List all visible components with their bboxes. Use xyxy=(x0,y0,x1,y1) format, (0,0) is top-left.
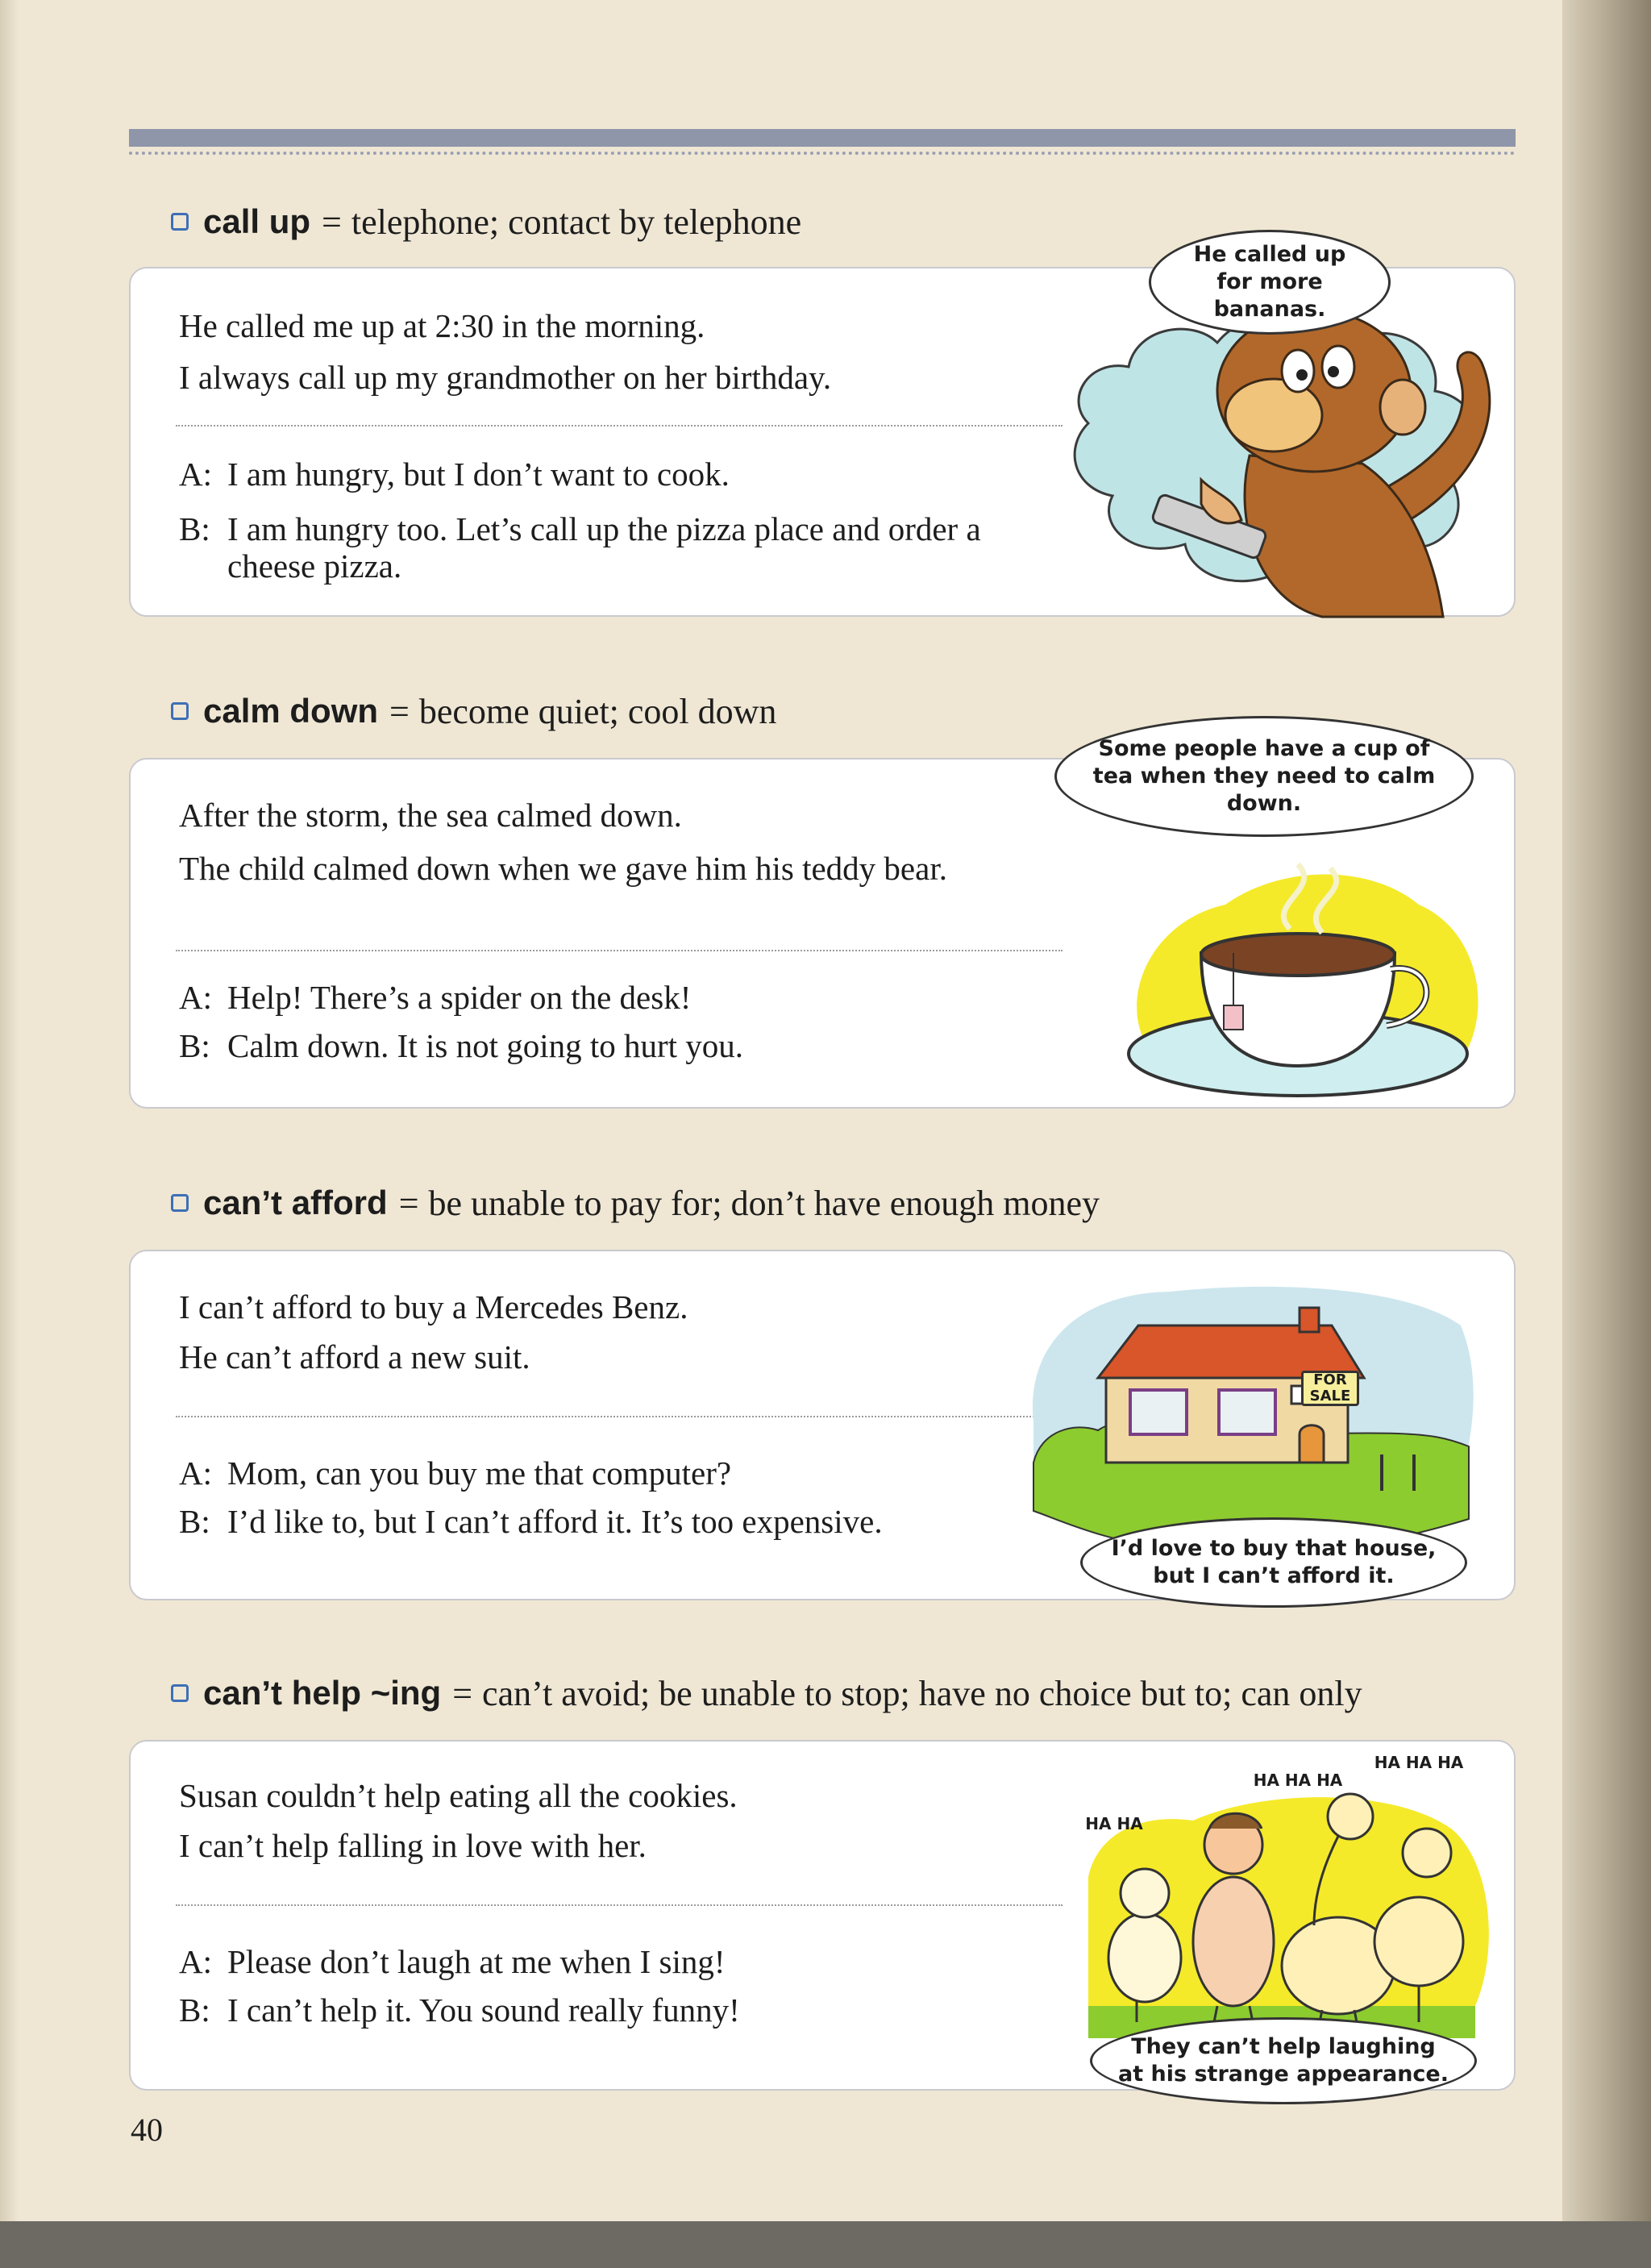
dialogue-line xyxy=(179,1454,1098,1492)
dialogue-line xyxy=(179,1027,1098,1064)
section-call-up xyxy=(129,198,1516,625)
example-sentence: He can’t afford a new suit. xyxy=(179,1338,530,1375)
dialogue-line xyxy=(179,979,1098,1016)
header-dotted-rule xyxy=(129,152,1516,155)
dotted-divider xyxy=(176,1416,1063,1417)
section-cant-afford xyxy=(129,1179,1516,1610)
entry-definition: be unable to pay for; don’t have enough money xyxy=(428,1183,1100,1223)
dotted-divider xyxy=(176,950,1063,951)
dialogue-speaker: A: xyxy=(179,456,212,493)
laugh-label: HA HA xyxy=(1085,1814,1143,1833)
dialogue-line xyxy=(179,1503,1098,1540)
dialogue-line xyxy=(179,456,1098,493)
caption-bubble: They can’t help laughing at his strange appearance. xyxy=(1090,2017,1477,2104)
equals-sign: = xyxy=(452,1673,473,1713)
dialogue-line xyxy=(179,1943,1098,1980)
dialogue-text: Calm down. It is not going to hurt you. xyxy=(227,1027,744,1064)
page-fold-right xyxy=(1562,0,1651,2268)
entry-heading xyxy=(171,1179,1461,1227)
example-sentence: After the storm, the sea calmed down. xyxy=(179,797,682,834)
tea-cup-illustration xyxy=(1096,848,1516,1114)
checkbox-icon[interactable] xyxy=(171,213,189,231)
entry-term: can’t afford xyxy=(203,1184,388,1221)
entry-definition: telephone; contact by telephone xyxy=(351,202,802,242)
dialogue-line xyxy=(179,510,1001,585)
dialogue-text: I’d like to, but I can’t afford it. It’s too expensive. xyxy=(227,1503,883,1540)
bottom-edge xyxy=(0,2221,1651,2268)
dotted-divider xyxy=(176,1904,1063,1906)
equals-sign: = xyxy=(389,691,410,731)
example-sentence: I can’t afford to buy a Mercedes Benz. xyxy=(179,1288,688,1325)
entry-term: calm down xyxy=(203,692,379,730)
dialogue-text: I can’t help it. You sound really funny! xyxy=(227,1991,740,2029)
entry-term: can’t help ~ing xyxy=(203,1674,442,1712)
equals-sign: = xyxy=(322,202,342,242)
dialogue-line xyxy=(179,1991,1098,2029)
caption-bubble: Some people have a cup of tea when they need to calm down. xyxy=(1054,716,1474,837)
dialogue-text: Help! There’s a spider on the desk! xyxy=(227,979,692,1016)
entry-definition: become quiet; cool down xyxy=(418,691,777,731)
example-sentence: I always call up my grandmother on her birthday. xyxy=(179,359,832,396)
section-cant-help-ing xyxy=(129,1669,1516,2104)
header-rule xyxy=(129,129,1516,147)
checkbox-icon[interactable] xyxy=(171,1684,189,1702)
entry-term: call up xyxy=(203,202,311,240)
example-sentence: I can’t help falling in love with her. xyxy=(179,1827,647,1864)
dialogue-speaker: B: xyxy=(179,1991,210,2029)
dialogue-speaker: A: xyxy=(179,979,212,1016)
equals-sign: = xyxy=(398,1183,419,1223)
dialogue-text: I am hungry, but I don’t want to cook. xyxy=(227,456,730,493)
dialogue-text: I am hungry too. Let’s call up the pizza place and order a cheese pizza. xyxy=(227,510,981,585)
page-edge-left xyxy=(0,0,19,2268)
laugh-label: HA HA HA xyxy=(1374,1753,1464,1772)
dialogue-text: Please don’t laugh at me when I sing! xyxy=(227,1943,726,1980)
checkbox-icon[interactable] xyxy=(171,1194,189,1212)
dotted-divider xyxy=(176,425,1063,427)
for-sale-sign: FOR SALE xyxy=(1301,1371,1359,1406)
checkbox-icon[interactable] xyxy=(171,702,189,720)
dialogue-speaker: B: xyxy=(179,510,210,547)
dialogue-text: Mom, can you buy me that computer? xyxy=(227,1454,732,1492)
entry-heading xyxy=(171,1669,1461,1717)
dialogue-speaker: A: xyxy=(179,1454,212,1492)
dialogue-speaker: A: xyxy=(179,1943,212,1980)
example-sentence: He called me up at 2:30 in the morning. xyxy=(179,307,705,344)
entry-definition: can’t avoid; be unable to stop; have no choice but to; can only xyxy=(482,1673,1362,1713)
page-number: 40 xyxy=(131,2112,163,2148)
example-sentence: Susan couldn’t help eating all the cookies. xyxy=(179,1777,738,1814)
example-sentence: The child calmed down when we gave him his teddy bear. xyxy=(179,850,947,887)
caption-bubble: He called up for more bananas. xyxy=(1149,230,1391,335)
caption-bubble: I’d love to buy that house, but I can’t afford it. xyxy=(1080,1517,1467,1608)
dialogue-speaker: B: xyxy=(179,1027,210,1064)
section-calm-down xyxy=(129,687,1516,1118)
laugh-label: HA HA HA xyxy=(1253,1771,1343,1790)
dialogue-speaker: B: xyxy=(179,1503,210,1540)
